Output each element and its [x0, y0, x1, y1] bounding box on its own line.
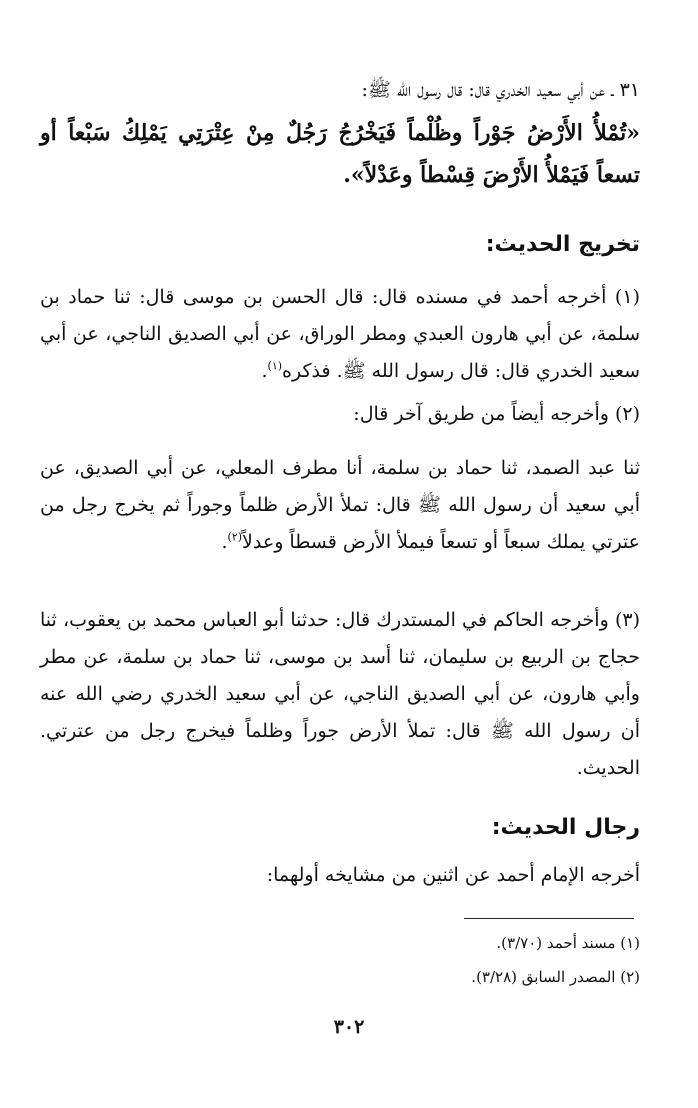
takhrij-paragraph-1 — [40, 279, 640, 390]
takhrij-heading: تخريج الحديث: — [485, 232, 640, 257]
footnote-divider — [464, 918, 634, 919]
rijal-paragraph-1: أخرجه الإمام أحمد عن اثنين من مشايخه أولهما: — [266, 864, 640, 886]
hadith-text: «تُمْلأُ الأَرْضُ جَوْراً وظُلْماً فَيَخْرُجُ رَجُلٌ مِنْ عِتْرَتِي يَمْلِكُ سَبْعاً أو تسعاً فَيَمْلأُ الأَرْضَ قِسْطاً وعَدْلاً». — [40, 120, 640, 188]
takhrij-paragraph-1-text: (١) أخرجه أحمد في مسنده قال: قال الحسن بن موسى قال: ثنا حماد بن سلمة، عن أبي هارون العبدي ومطر الوراق، عن أبي الصديق الناجي، عن أبي سعيد الخدري قال: قال رسول الله ﷺ. فذكره — [40, 286, 640, 382]
takhrij-paragraph-1-end: . — [261, 360, 268, 382]
takhrij-paragraph-3 — [40, 450, 640, 561]
footnote-ref-2: (٢) — [227, 530, 243, 544]
footnote-2: (٢) المصدر السابق (٣/٢٨). — [471, 968, 640, 986]
footnote-ref-1: (١) — [267, 359, 283, 373]
takhrij-paragraph-3-text: ثنا عبد الصمد، ثنا حماد بن سلمة، أنا مطرف المعلي، عن أبي الصديق، عن أبي سعيد أن رسول الله ﷺ قال: تملأ الأرض ظلماً وجوراً ثم يخرج رجل من عترتي يملك سبعاً أو تسعاً فيملأ الأرض قسطاً وعدلاً — [40, 457, 640, 553]
takhrij-paragraph-3-end: . — [221, 531, 228, 553]
takhrij-paragraph-2: (٢) وأخرجه أيضاً من طريق آخر قال: — [353, 403, 640, 425]
footnote-1: (١) مسند أحمد (٣/٧٠). — [496, 934, 640, 952]
hadith-intro: ٣١ ـ عن أبي سعيد الخدري قال: قال رسول الله ﷺ: — [361, 79, 640, 101]
takhrij-paragraph-4: (٣) وأخرجه الحاكم في المستدرك قال: حدثنا أبو العباس محمد بن يعقوب، ثنا حجاج بن الربيع بن سليمان، ثنا أسد بن موسى، ثنا حماد بن سلمة، عن مطر وأبي هارون، عن أبي الصديق الناجي، عن أبي سعيد الخدري رضي الله عنه أن رسول الله ﷺ قال: تملأ الأرض جوراً وظلماً فيخرج رجل من عترتي. الحديث. — [40, 609, 640, 779]
page-number: ٣٠٢ — [333, 1016, 365, 1038]
rijal-heading: رجال الحديث: — [491, 815, 640, 840]
